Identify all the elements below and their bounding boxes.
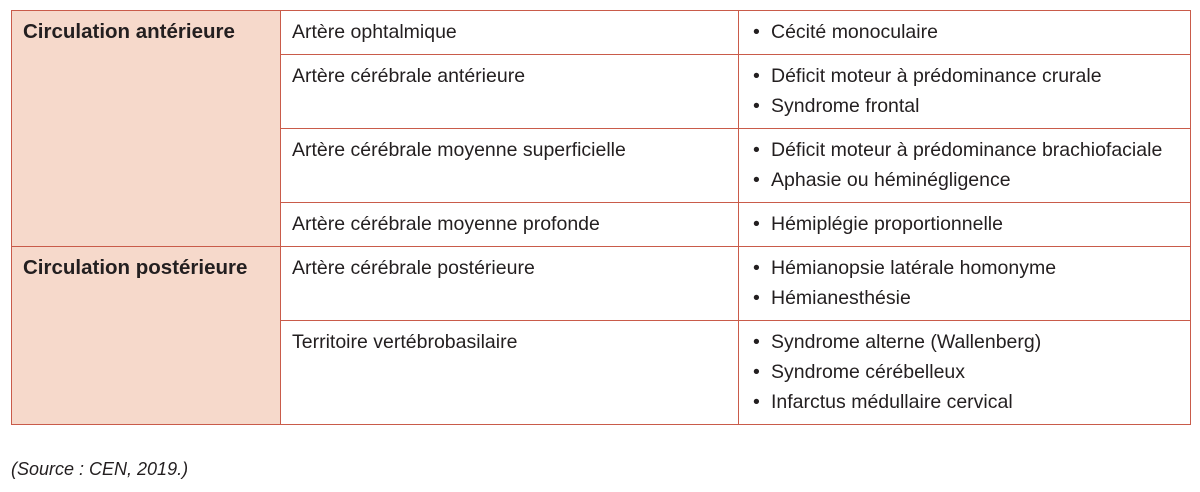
group-label-posterior: Circulation postérieure <box>12 247 281 425</box>
vascular-territory-table <box>11 10 1191 425</box>
bullet-icon: • <box>753 287 760 309</box>
territory-table-container <box>11 10 1190 425</box>
sign-text: Hémianopsie latérale homonyme <box>771 257 1057 279</box>
bullet-icon: • <box>753 95 760 117</box>
list-item <box>752 135 1180 165</box>
sign-text: Hémianesthésie <box>771 287 911 309</box>
artery-cell: Artère cérébrale moyenne profonde <box>281 203 739 247</box>
bullet-icon: • <box>753 65 760 87</box>
list-item <box>752 91 1180 121</box>
sign-text: Syndrome alterne (Wallenberg) <box>771 331 1042 353</box>
signs-cell <box>739 247 1191 321</box>
list-item <box>752 357 1180 387</box>
bullet-icon: • <box>753 21 760 43</box>
list-item <box>752 283 1180 313</box>
artery-cell: Territoire vertébrobasilaire <box>281 321 739 425</box>
sign-text: Déficit moteur à prédominance crurale <box>771 65 1102 87</box>
signs-cell <box>739 203 1191 247</box>
list-item <box>752 17 1180 47</box>
bullet-icon: • <box>753 257 760 279</box>
signs-cell <box>739 321 1191 425</box>
bullet-icon: • <box>753 361 760 383</box>
sign-text: Hémiplégie proportionnelle <box>771 213 1003 235</box>
list-item <box>752 61 1180 91</box>
artery-cell: Artère cérébrale antérieure <box>281 55 739 129</box>
artery-cell: Artère cérébrale moyenne superficielle <box>281 129 739 203</box>
source-caption: (Source : CEN, 2019.) <box>11 459 189 479</box>
table-row <box>12 11 1191 55</box>
bullet-icon: • <box>753 213 760 235</box>
list-item <box>752 387 1180 417</box>
sign-text: Déficit moteur à prédominance brachiofaciale <box>771 139 1163 161</box>
bullet-icon: • <box>753 139 760 161</box>
list-item <box>752 165 1180 195</box>
list-item <box>752 209 1180 239</box>
sign-text: Aphasie ou héminégligence <box>771 169 1011 191</box>
bullet-icon: • <box>753 169 760 191</box>
signs-cell <box>739 129 1191 203</box>
list-item <box>752 327 1180 357</box>
sign-text: Infarctus médullaire cervical <box>771 391 1013 413</box>
signs-cell <box>739 11 1191 55</box>
artery-cell: Artère cérébrale postérieure <box>281 247 739 321</box>
sign-text: Cécité monoculaire <box>771 21 938 43</box>
group-label-anterior: Circulation antérieure <box>12 11 281 247</box>
table-row <box>12 247 1191 321</box>
list-item <box>752 253 1180 283</box>
bullet-icon: • <box>753 391 760 413</box>
artery-cell: Artère ophtalmique <box>281 11 739 55</box>
sign-text: Syndrome cérébelleux <box>771 361 966 383</box>
bullet-icon: • <box>753 331 760 353</box>
signs-cell <box>739 55 1191 129</box>
sign-text: Syndrome frontal <box>771 95 920 117</box>
